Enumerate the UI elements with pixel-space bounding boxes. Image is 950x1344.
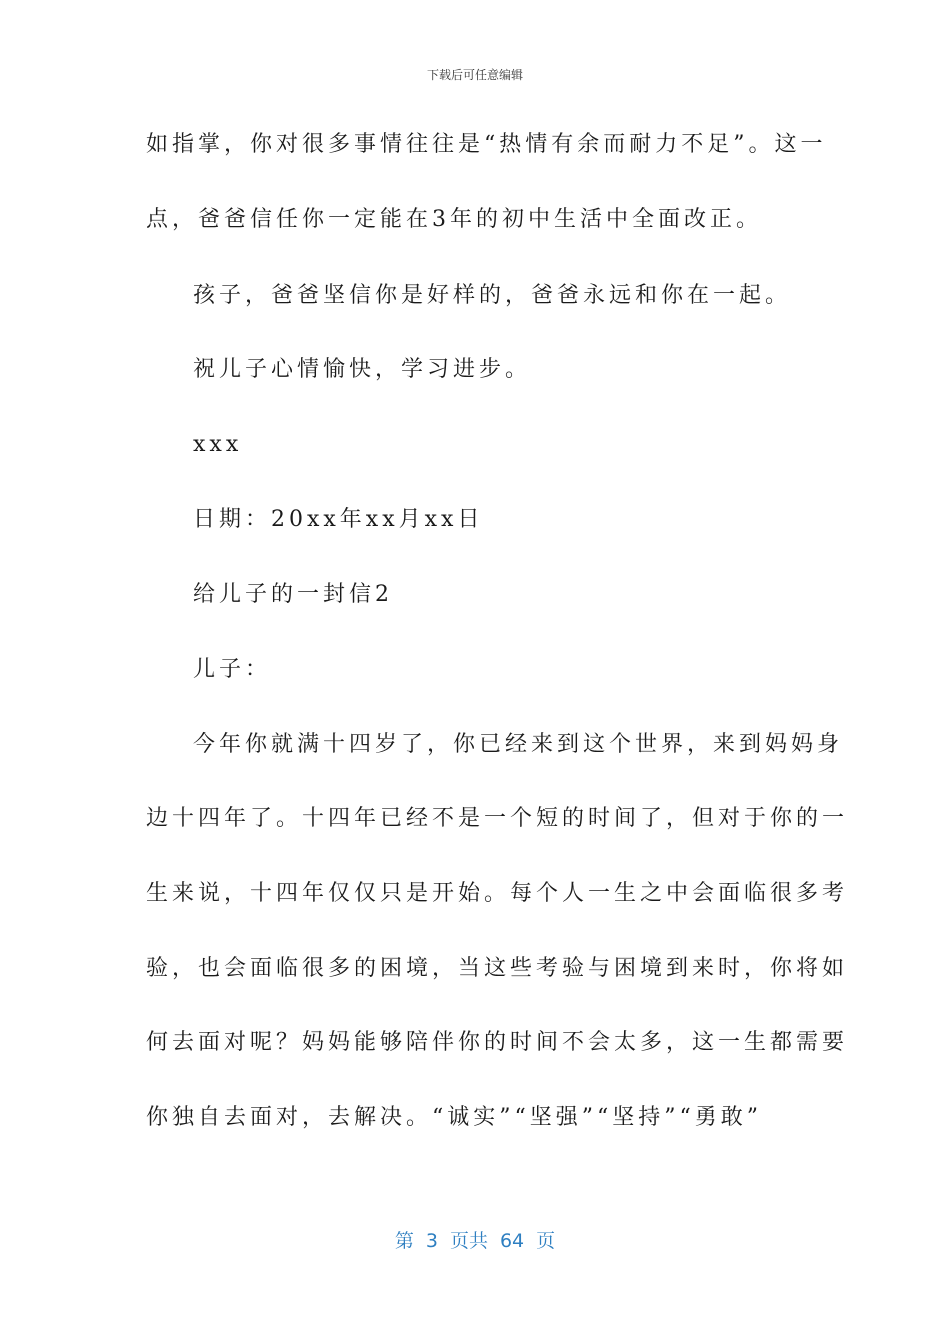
paragraph-line: 点，爸爸信任你一定能在3年的初中生活中全面改正。 xyxy=(146,207,762,232)
footer-suffix: 页 xyxy=(536,1230,556,1252)
paragraph-line: 验，也会面临很多的困境，当这些考验与困境到来时，你将如 xyxy=(146,956,849,981)
footer-total-pages: 64 xyxy=(499,1230,525,1252)
page-footer xyxy=(0,1226,950,1253)
paragraph-line: 生来说，十四年仅仅只是开始。每个人一生之中会面临很多考 xyxy=(146,881,849,906)
page-header-note: 下载后可任意编辑 xyxy=(426,68,523,82)
date-line: 日期：20xx年xx月xx日 xyxy=(193,507,484,532)
footer-middle: 页共 xyxy=(449,1230,488,1252)
footer-prefix: 第 xyxy=(394,1230,414,1252)
letter-title: 给儿子的一封信2 xyxy=(193,582,393,607)
paragraph-line: 今年你就满十四岁了，你已经来到这个世界，来到妈妈身 xyxy=(193,732,844,757)
footer-page-number: 3 xyxy=(425,1230,438,1252)
signature-line: xxx xyxy=(193,432,243,457)
paragraph-line: 如指掌，你对很多事情往往是“热情有余而耐力不足”。这一 xyxy=(146,132,827,157)
salutation-line: 儿子： xyxy=(193,657,272,682)
paragraph-line: 边十四年了。十四年已经不是一个短的时间了，但对于你的一 xyxy=(146,806,849,831)
paragraph-line: 何去面对呢？妈妈能够陪伴你的时间不会太多，这一生都需要 xyxy=(146,1030,849,1055)
paragraph-line: 祝儿子心情愉快，学习进步。 xyxy=(193,357,532,382)
paragraph-line: 你独自去面对，去解决。“诚实”“坚强”“坚持”“勇敢” xyxy=(146,1105,762,1130)
paragraph-line: 孩子，爸爸坚信你是好样的，爸爸永远和你在一起。 xyxy=(193,283,792,308)
